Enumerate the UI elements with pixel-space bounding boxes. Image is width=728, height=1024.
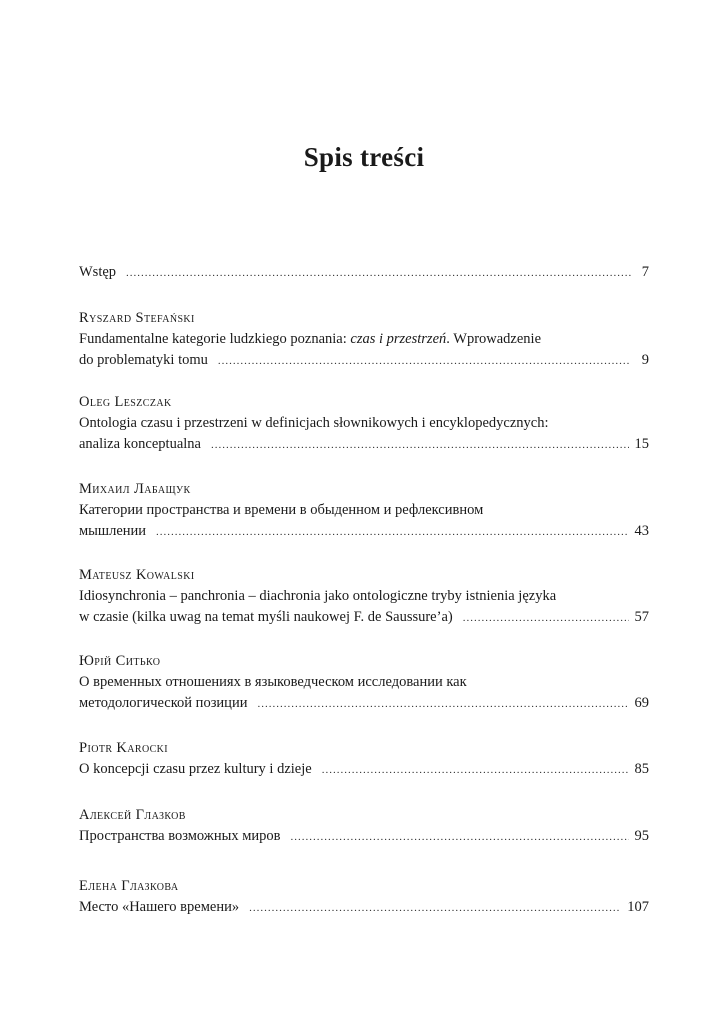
entry-title: O koncepcji czasu przez kultury i dzieje xyxy=(79,761,312,777)
page-number: 107 xyxy=(627,899,649,915)
dot-leader xyxy=(257,694,628,715)
entry-author: Mateusz Kowalski xyxy=(79,567,195,583)
entry-title-italic: czas i przestrzeń xyxy=(350,331,447,347)
toc-entry-stefanski[interactable] xyxy=(79,308,649,371)
entry-author: Елена Глазкова xyxy=(79,878,179,894)
page-number: 7 xyxy=(641,264,649,280)
toc-entry-line xyxy=(79,759,649,780)
toc-entry-labashchuk[interactable] xyxy=(79,479,649,542)
dot-leader xyxy=(249,898,621,919)
entry-title-line: Idiosynchronia – panchronia – diachronia jako ontologiczne tryby istnienia języka xyxy=(79,588,557,604)
dot-leader xyxy=(463,608,629,629)
dot-leader xyxy=(322,760,629,781)
dot-leader xyxy=(126,263,631,284)
page-number: 43 xyxy=(634,523,649,539)
dot-leader xyxy=(290,827,628,848)
entry-author: Piotr Karocki xyxy=(79,740,169,756)
entry-title-line xyxy=(79,329,649,350)
entry-title: analiza konceptualna xyxy=(79,436,201,452)
entry-author: Алексей Глазков xyxy=(79,807,186,823)
dot-leader xyxy=(218,351,631,372)
entry-title: методологической позиции xyxy=(79,695,248,711)
page-number: 69 xyxy=(634,695,649,711)
entry-title: w czasie (kilka uwag na temat myśli naukowej F. de Saussure’a) xyxy=(79,609,453,625)
page-number: 85 xyxy=(634,761,649,777)
toc-entry-line xyxy=(79,826,649,847)
entry-title-part: Fundamentalne kategorie ludzkiego poznania: xyxy=(79,331,351,347)
entry-title-line: Категории пространства и времени в обыденном и рефлексивном xyxy=(79,502,484,518)
toc-entry-karocki[interactable] xyxy=(79,738,649,780)
entry-title: do problematyki tomu xyxy=(79,352,208,368)
toc-entry-glazkova[interactable] xyxy=(79,876,649,918)
page-number: 15 xyxy=(634,436,649,452)
toc-entry-sitko[interactable] xyxy=(79,651,649,714)
toc-entry-wstep[interactable] xyxy=(79,262,649,283)
page-title: Spis treści xyxy=(303,142,425,172)
toc-entry-line xyxy=(79,350,649,371)
entry-title-line: Ontologia czasu i przestrzeni w definicjach słownikowych i encyklopedycznych: xyxy=(79,415,549,431)
toc-entry-line xyxy=(79,262,649,283)
entry-title: Пространства возможных миров xyxy=(79,828,281,844)
toc-entry-kowalski[interactable] xyxy=(79,565,649,628)
toc-entry-glazkov[interactable] xyxy=(79,805,649,847)
toc-entry-leszczak[interactable] xyxy=(79,392,649,455)
entry-title: Wstęp xyxy=(79,264,117,280)
toc-entry-line xyxy=(79,607,649,628)
dot-leader xyxy=(156,522,628,543)
entry-author: Юрій Ситько xyxy=(79,653,161,669)
entry-title: Место «Нашего времени» xyxy=(79,899,240,915)
entry-author: Ryszard Stefański xyxy=(79,310,195,326)
page-number: 95 xyxy=(634,828,649,844)
entry-title-part: . Wprowadzenie xyxy=(446,331,542,347)
entry-title-line: О временных отношениях в языковедческом исследовании как xyxy=(79,674,467,690)
entry-author: Михаил Лабащук xyxy=(79,481,191,497)
entry-title: мышлении xyxy=(79,523,147,539)
entry-author: Oleg Leszczak xyxy=(79,394,172,410)
toc-entry-line xyxy=(79,693,649,714)
page-number: 57 xyxy=(634,609,649,625)
toc-entry-line xyxy=(79,434,649,455)
page-number: 9 xyxy=(641,352,649,368)
toc-entry-line xyxy=(79,897,649,918)
toc-entry-line xyxy=(79,521,649,542)
dot-leader xyxy=(211,435,629,456)
